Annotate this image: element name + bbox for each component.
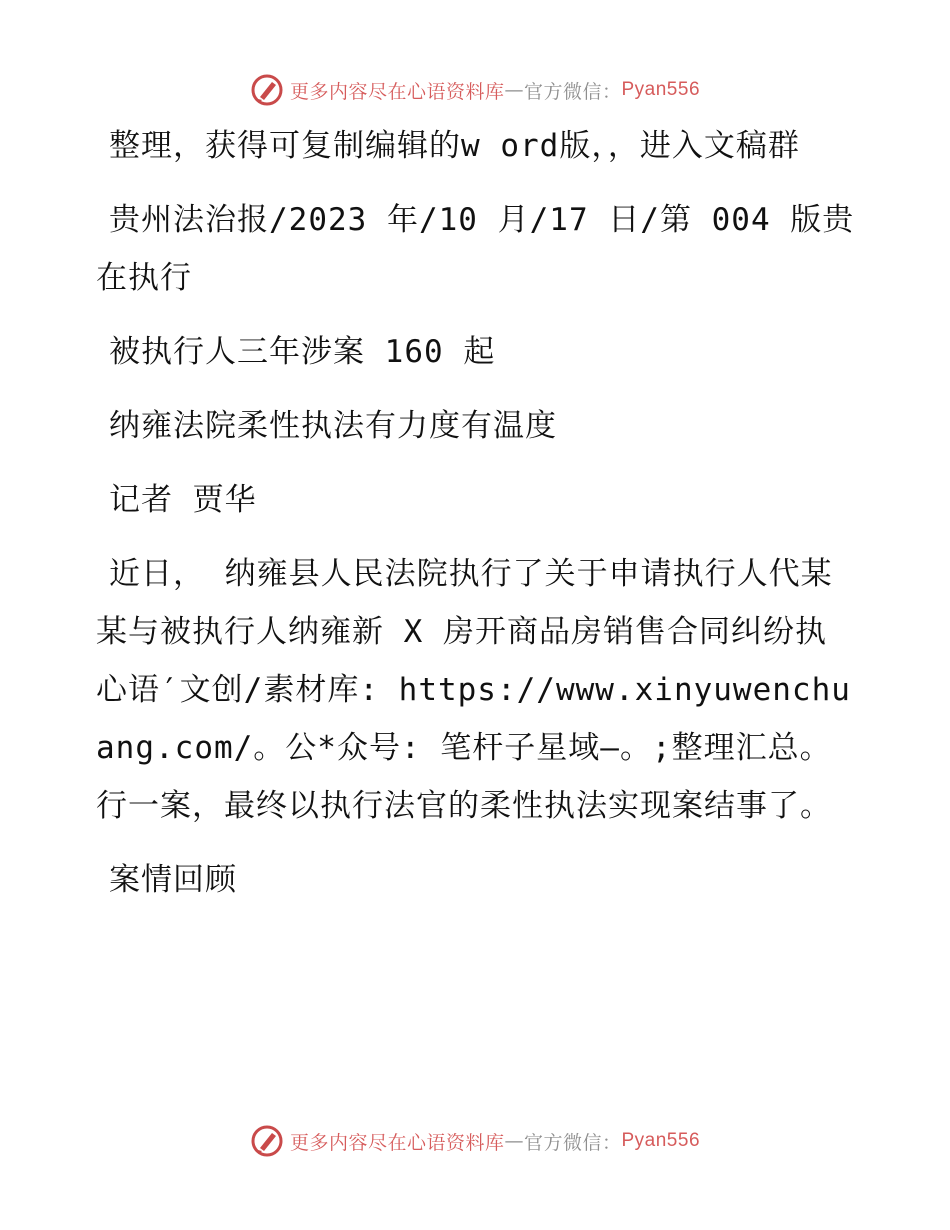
byline: 记者 贾华 [109,482,257,518]
watermark-label: 官方微信： [523,80,622,103]
watermark-wechat-id: Pyan556 [621,79,701,100]
brand-logo-icon [250,73,284,107]
watermark-separator: — [504,1130,524,1152]
watermark-separator: — [504,79,524,101]
paragraph-body: 近日， 纳雍县人民法院执行了关于申请执行人代某某与被执行人纳雍新 X 房开商品房销售合同纠纷执心语′文创/素材库: https://www.xinyuwenchuang.com/。公*众号: 笔杆子星域—。;整理汇总。行一案，最终以执行法官的柔性执法实现案结事了。 [96,556,851,824]
paragraph-source: 贵州法治报/2023 年/10 月/17 日/第 004 版贵在执行 [96,202,855,296]
document-body [96,117,856,925]
brand-logo-icon [250,1124,284,1158]
watermark-wechat-id: Pyan556 [621,1130,701,1151]
header-watermark [0,72,950,108]
footer-watermark [0,1123,950,1159]
watermark-brand: 更多内容尽在心语资料库 [289,80,505,103]
paragraph-intro: 整理，获得可复制编辑的w ord版，，进入文稿群 [109,128,800,164]
headline-main: 被执行人三年涉案 160 起 [109,334,496,370]
headline-sub: 纳雍法院柔性执法有力度有温度 [109,408,557,444]
watermark-brand: 更多内容尽在心语资料库 [289,1131,505,1154]
watermark-label: 官方微信： [523,1131,622,1154]
section-heading: 案情回顾 [109,862,237,898]
